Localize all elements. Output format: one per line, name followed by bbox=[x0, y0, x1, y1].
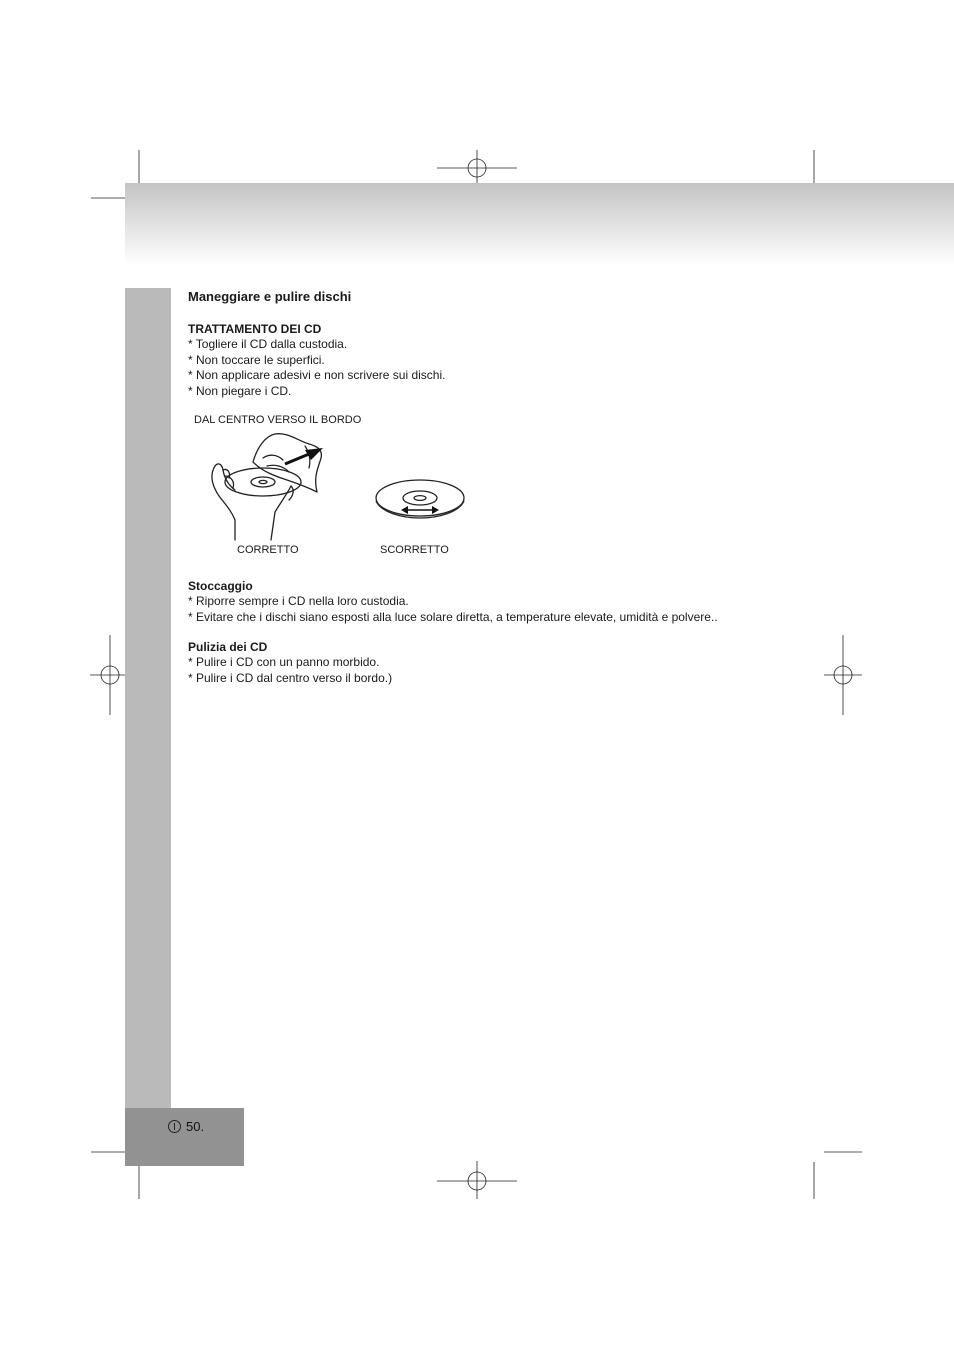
page-number-box bbox=[125, 1108, 244, 1166]
crosshair-registration-mark-icon bbox=[437, 148, 517, 188]
list-item: * Non piegare i CD. bbox=[188, 383, 292, 398]
list-item: * Non toccare le superfici. bbox=[188, 352, 325, 367]
section-heading-pulizia: Pulizia dei CD bbox=[188, 640, 268, 654]
list-item: * Non applicare adesivi e non scrivere sui dischi. bbox=[188, 368, 446, 382]
cd-wrong-direction-illustration bbox=[373, 476, 469, 524]
main-content bbox=[188, 289, 908, 399]
list-item: * Riporre sempre i CD nella loro custodia. bbox=[188, 594, 409, 608]
left-margin-band bbox=[125, 288, 171, 1110]
crosshair-registration-mark-icon bbox=[437, 1161, 517, 1201]
page-number bbox=[168, 1119, 204, 1134]
section-heading-stoccaggio: Stoccaggio bbox=[188, 579, 253, 593]
list-item: * Evitare che i dischi siano esposti alla luce solare diretta, a temperature elevate, umidità e polvere.. bbox=[188, 609, 718, 624]
crosshair-registration-mark-icon bbox=[90, 635, 130, 715]
illustration-caption-correct: CORRETTO bbox=[237, 544, 299, 556]
page-number-text: 50. bbox=[186, 1119, 205, 1134]
hands-cleaning-cd-illustration bbox=[205, 430, 345, 542]
list-item: * Togliere il CD dalla custodia. bbox=[188, 337, 348, 351]
list-item: * Pulire i CD dal centro verso il bordo.) bbox=[188, 670, 393, 685]
lower-content bbox=[188, 578, 908, 686]
illustration-caption-wrong: SCORRETTO bbox=[380, 544, 449, 556]
illustration-caption-top: DAL CENTRO VERSO IL BORDO bbox=[194, 414, 362, 426]
section-heading-trattamento: TRATTAMENTO DEI CD bbox=[188, 322, 322, 336]
list-item: * Pulire i CD con un panno morbido. bbox=[188, 655, 380, 669]
italian-language-circle-icon bbox=[168, 1120, 181, 1133]
page-title: Maneggiare e pulire dischi bbox=[188, 289, 352, 304]
header-gradient-band bbox=[125, 183, 954, 265]
